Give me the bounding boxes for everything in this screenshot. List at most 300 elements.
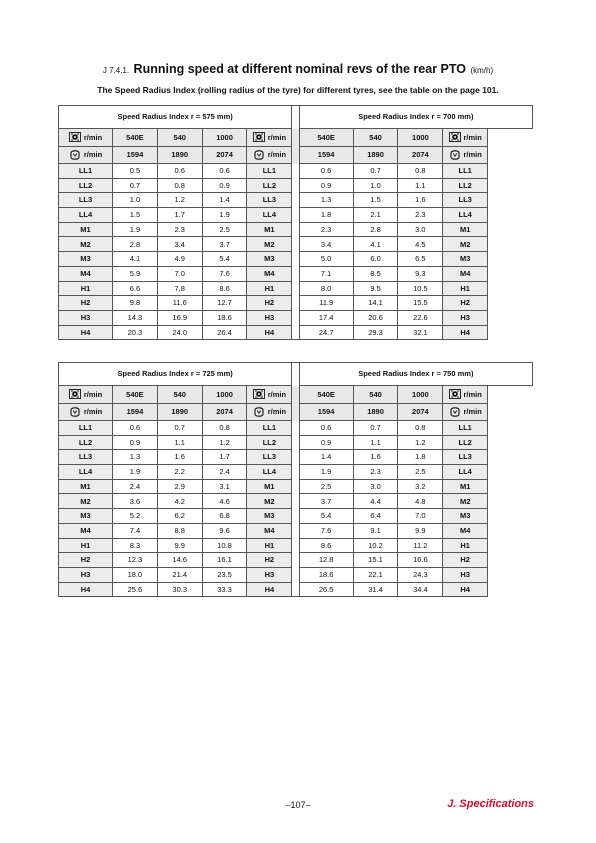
engine-row-label	[247, 146, 292, 164]
table-title-row	[59, 363, 533, 386]
speed-value: 0.5	[113, 164, 158, 179]
speed-value: 9.5	[353, 281, 398, 296]
speed-value: 1.6	[157, 450, 202, 465]
speed-value: 1.0	[353, 178, 398, 193]
table-row	[59, 553, 533, 568]
pto-shaft-icon	[69, 132, 81, 142]
gear-label: M2	[247, 494, 292, 509]
column-gap	[292, 450, 299, 465]
speed-value: 2.1	[353, 208, 398, 223]
speed-value: 7.6	[202, 266, 247, 281]
gear-label: M1	[247, 222, 292, 237]
gear-label: M2	[59, 237, 113, 252]
table-row	[59, 421, 533, 436]
column-gap	[292, 435, 299, 450]
speed-value: 22.6	[398, 310, 443, 325]
column-gap	[292, 164, 299, 179]
gear-label: LL4	[59, 465, 113, 480]
gear-label: M4	[247, 523, 292, 538]
pto-label-group	[253, 389, 286, 399]
table-row	[59, 208, 533, 223]
gear-label: H1	[443, 281, 488, 296]
gear-label: H4	[59, 582, 113, 597]
table-row	[59, 509, 533, 524]
speed-value: 8.8	[157, 523, 202, 538]
column-gap	[292, 363, 299, 386]
gear-label: H4	[247, 325, 292, 340]
pto-speed-header: 540	[157, 129, 202, 147]
gear-label: LL1	[247, 164, 292, 179]
pto-unit-text: r/min	[267, 132, 287, 142]
engine-speed-header: 2074	[202, 403, 247, 421]
pto-shaft-icon	[253, 389, 265, 399]
gear-label: H3	[247, 310, 292, 325]
table-title: Speed Radius Index r = 700 mm)	[299, 106, 532, 129]
engine-speed-header: 1594	[113, 403, 158, 421]
speed-value: 18.6	[202, 310, 247, 325]
engine-unit-text: r/min	[463, 407, 482, 416]
gear-label: M2	[247, 237, 292, 252]
pto-label-group	[449, 132, 482, 142]
speed-value: 15.5	[398, 296, 443, 311]
gear-label: M3	[59, 252, 113, 267]
gear-label: M3	[247, 252, 292, 267]
speed-value: 26.5	[299, 582, 353, 597]
speed-value: 26.4	[202, 325, 247, 340]
table-row	[59, 325, 533, 340]
speed-value: 7.0	[157, 266, 202, 281]
pto-speed-row	[59, 386, 533, 404]
gear-label: H1	[247, 281, 292, 296]
gear-label: H4	[59, 325, 113, 340]
engine-speed-header: 2074	[398, 146, 443, 164]
gear-label: LL3	[59, 450, 113, 465]
column-gap	[292, 266, 299, 281]
engine-speed-header: 1594	[299, 403, 353, 421]
gear-label: H2	[443, 296, 488, 311]
engine-unit-text: r/min	[267, 407, 287, 416]
gear-label: M1	[443, 222, 488, 237]
speed-value: 15.1	[353, 553, 398, 568]
speed-value: 6.5	[398, 252, 443, 267]
engine-label-group	[449, 407, 482, 417]
pto-speed-row	[59, 129, 533, 147]
pto-row-label	[247, 386, 292, 404]
gear-label: M4	[443, 523, 488, 538]
speed-value: 0.9	[299, 435, 353, 450]
speed-value: 1.8	[299, 208, 353, 223]
pto-speed-header: 540E	[113, 386, 158, 404]
gear-label: M3	[247, 509, 292, 524]
gear-label: LL1	[59, 164, 113, 179]
speed-value: 8.6	[299, 538, 353, 553]
speed-value: 3.4	[299, 237, 353, 252]
table-row	[59, 296, 533, 311]
speed-value: 1.2	[202, 435, 247, 450]
speed-value: 2.2	[157, 465, 202, 480]
column-gap	[292, 208, 299, 223]
speed-value: 4.5	[398, 237, 443, 252]
table-row	[59, 266, 533, 281]
pto-row-label	[443, 386, 488, 404]
speed-value: 0.9	[202, 178, 247, 193]
gear-label: H2	[443, 553, 488, 568]
pto-label-group	[449, 389, 482, 399]
column-gap	[292, 146, 299, 164]
table-row	[59, 237, 533, 252]
table-row	[59, 567, 533, 582]
speed-value: 17.4	[299, 310, 353, 325]
table-row	[59, 523, 533, 538]
column-gap	[292, 509, 299, 524]
speed-value: 2.3	[353, 465, 398, 480]
speed-value: 6.8	[202, 509, 247, 524]
gear-label: LL1	[59, 421, 113, 436]
speed-value: 30.3	[157, 582, 202, 597]
speed-value: 4.6	[202, 494, 247, 509]
speed-value: 1.9	[202, 208, 247, 223]
speed-value: 0.9	[113, 435, 158, 450]
speed-value: 8.0	[299, 281, 353, 296]
pto-row-label	[59, 129, 113, 147]
table-row	[59, 450, 533, 465]
gear-label: LL2	[443, 178, 488, 193]
speed-value: 3.0	[398, 222, 443, 237]
subtitle: The Speed Radius Index (rolling radius of the tyre) for different tyres, see the table on the page 101.	[97, 85, 499, 95]
engine-label-group	[69, 150, 102, 160]
speed-value: 3.4	[157, 237, 202, 252]
table-row	[59, 222, 533, 237]
gear-label: LL4	[443, 208, 488, 223]
pto-shaft-icon	[449, 132, 461, 142]
speed-value: 24.0	[157, 325, 202, 340]
engine-speed-header: 1594	[299, 146, 353, 164]
speed-value: 5.4	[202, 252, 247, 267]
gear-label: H3	[443, 567, 488, 582]
speed-value: 1.9	[299, 465, 353, 480]
speed-value: 2.5	[202, 222, 247, 237]
column-gap	[292, 193, 299, 208]
section-number: J 7.4.1.	[102, 66, 130, 75]
gear-label: H1	[443, 538, 488, 553]
speed-value: 1.4	[299, 450, 353, 465]
gear-label: M2	[443, 494, 488, 509]
speed-value: 1.5	[353, 193, 398, 208]
speed-value: 9.1	[353, 523, 398, 538]
gear-label: M3	[443, 509, 488, 524]
engine-row-label	[59, 403, 113, 421]
speed-value: 16.1	[202, 553, 247, 568]
engine-row-label	[443, 146, 488, 164]
engine-row-label	[443, 403, 488, 421]
speed-value: 7.0	[398, 509, 443, 524]
speed-value: 18.6	[299, 567, 353, 582]
table-row	[59, 281, 533, 296]
engine-unit-text: r/min	[463, 150, 482, 159]
engine-speed-header: 1594	[113, 146, 158, 164]
column-gap	[292, 567, 299, 582]
gear-label: M3	[443, 252, 488, 267]
engine-label-group	[253, 407, 286, 417]
speed-value: 18.0	[113, 567, 158, 582]
gear-label: M4	[59, 266, 113, 281]
engine-icon	[69, 407, 81, 417]
engine-unit-text: r/min	[83, 150, 103, 159]
speed-value: 7.1	[299, 266, 353, 281]
pto-speed-header: 540E	[299, 386, 353, 404]
speed-value: 6.4	[353, 509, 398, 524]
speed-value: 7.8	[157, 281, 202, 296]
gear-label: LL2	[59, 435, 113, 450]
gear-label: LL2	[443, 435, 488, 450]
column-gap	[292, 129, 299, 147]
pto-shaft-icon	[69, 389, 81, 399]
gear-label: H1	[59, 538, 113, 553]
engine-speed-header: 2074	[398, 403, 443, 421]
column-gap	[292, 403, 299, 421]
speed-value: 0.9	[299, 178, 353, 193]
engine-unit-text: r/min	[83, 407, 103, 416]
speed-value: 1.2	[157, 193, 202, 208]
speed-table-block-2	[58, 362, 533, 597]
speed-value: 8.3	[113, 538, 158, 553]
speed-value: 2.3	[398, 208, 443, 223]
table-row	[59, 494, 533, 509]
speed-value: 4.2	[157, 494, 202, 509]
speed-value: 1.1	[353, 435, 398, 450]
table-row	[59, 538, 533, 553]
engine-speed-header: 1890	[157, 146, 202, 164]
table-row	[59, 582, 533, 597]
gear-label: LL3	[443, 193, 488, 208]
speed-value: 0.6	[113, 421, 158, 436]
chapter-label: J. Specifications	[447, 798, 534, 810]
speed-value: 0.8	[398, 421, 443, 436]
speed-value: 23.5	[202, 567, 247, 582]
gear-label: LL1	[443, 421, 488, 436]
column-gap	[292, 494, 299, 509]
column-gap	[292, 281, 299, 296]
pto-speed-header: 540E	[113, 129, 158, 147]
gear-label: H2	[59, 296, 113, 311]
speed-value: 1.7	[157, 208, 202, 223]
speed-value: 7.6	[299, 523, 353, 538]
unit-label: (km/h)	[470, 66, 494, 75]
pto-unit-text: r/min	[83, 389, 103, 399]
column-gap	[292, 421, 299, 436]
speed-value: 3.7	[202, 237, 247, 252]
gear-label: M2	[443, 237, 488, 252]
column-gap	[292, 106, 299, 129]
page-title: Running speed at different nominal revs of the rear PTO	[133, 62, 467, 76]
gear-label: M4	[59, 523, 113, 538]
gear-label: LL4	[59, 208, 113, 223]
speed-value: 0.7	[157, 421, 202, 436]
speed-value: 11.2	[398, 538, 443, 553]
speed-value: 9.6	[202, 523, 247, 538]
column-gap	[292, 479, 299, 494]
pto-speed-header: 1000	[202, 129, 247, 147]
speed-value: 33.3	[202, 582, 247, 597]
speed-value: 10.5	[398, 281, 443, 296]
speed-value: 11.9	[299, 296, 353, 311]
table-row	[59, 252, 533, 267]
pto-speed-header: 1000	[398, 386, 443, 404]
gear-label: LL3	[59, 193, 113, 208]
speed-value: 2.8	[113, 237, 158, 252]
table-row	[59, 465, 533, 480]
gear-label: M1	[443, 479, 488, 494]
column-gap	[292, 325, 299, 340]
gear-label: LL2	[59, 178, 113, 193]
speed-value: 1.5	[113, 208, 158, 223]
gear-label: LL1	[247, 421, 292, 436]
gear-label: LL3	[443, 450, 488, 465]
speed-value: 22.1	[353, 567, 398, 582]
speed-value: 5.0	[299, 252, 353, 267]
speed-value: 0.7	[353, 421, 398, 436]
speed-value: 2.8	[353, 222, 398, 237]
speed-value: 1.1	[398, 178, 443, 193]
speed-value: 10.8	[202, 538, 247, 553]
column-gap	[292, 386, 299, 404]
table-row	[59, 310, 533, 325]
gear-label: H2	[247, 296, 292, 311]
speed-value: 2.4	[113, 479, 158, 494]
speed-value: 10.2	[353, 538, 398, 553]
speed-value: 14.1	[353, 296, 398, 311]
speed-value: 20.3	[113, 325, 158, 340]
gear-label: H4	[443, 325, 488, 340]
pto-speed-header: 540	[353, 386, 398, 404]
table-row	[59, 193, 533, 208]
gear-label: H3	[443, 310, 488, 325]
gear-label: H2	[247, 553, 292, 568]
engine-label-group	[253, 150, 286, 160]
gear-label: LL4	[247, 465, 292, 480]
pto-label-group	[69, 132, 102, 142]
column-gap	[292, 465, 299, 480]
speed-value: 3.7	[299, 494, 353, 509]
pto-speed-header: 1000	[202, 386, 247, 404]
speed-value: 1.2	[398, 435, 443, 450]
speed-value: 9.9	[398, 523, 443, 538]
speed-value: 4.4	[353, 494, 398, 509]
page-number: –107–	[285, 800, 311, 810]
speed-value: 12.8	[299, 553, 353, 568]
gear-label: M1	[59, 479, 113, 494]
column-gap	[292, 178, 299, 193]
speed-value: 4.1	[353, 237, 398, 252]
table-row	[59, 479, 533, 494]
column-gap	[292, 553, 299, 568]
speed-value: 2.5	[398, 465, 443, 480]
speed-value: 1.6	[353, 450, 398, 465]
speed-value: 0.7	[113, 178, 158, 193]
pto-speed-header: 540	[157, 386, 202, 404]
speed-value: 1.9	[113, 222, 158, 237]
speed-value: 3.0	[353, 479, 398, 494]
gear-label: LL4	[247, 208, 292, 223]
speed-value: 9.3	[398, 266, 443, 281]
speed-value: 9.9	[157, 538, 202, 553]
column-gap	[292, 582, 299, 597]
gear-label: H2	[59, 553, 113, 568]
engine-speed-header: 1890	[353, 403, 398, 421]
speed-value: 3.2	[398, 479, 443, 494]
column-gap	[292, 310, 299, 325]
pto-unit-text: r/min	[463, 132, 482, 142]
speed-value: 32.1	[398, 325, 443, 340]
gear-label: H3	[59, 310, 113, 325]
section-title	[0, 60, 596, 78]
column-gap	[292, 237, 299, 252]
speed-value: 0.8	[202, 421, 247, 436]
speed-value: 0.7	[353, 164, 398, 179]
speed-value: 24.7	[299, 325, 353, 340]
gear-label: H4	[443, 582, 488, 597]
pto-speed-header: 1000	[398, 129, 443, 147]
speed-value: 16.6	[398, 553, 443, 568]
speed-value: 4.9	[157, 252, 202, 267]
speed-value: 1.0	[113, 193, 158, 208]
speed-value: 31.4	[353, 582, 398, 597]
pto-row-label	[443, 129, 488, 147]
pto-label-group	[253, 132, 286, 142]
speed-value: 6.2	[157, 509, 202, 524]
gear-label: LL4	[443, 465, 488, 480]
speed-value: 0.6	[299, 421, 353, 436]
gear-label: M1	[59, 222, 113, 237]
gear-label: LL2	[247, 435, 292, 450]
pto-unit-text: r/min	[83, 132, 103, 142]
engine-speed-row	[59, 403, 533, 421]
gear-label: M3	[59, 509, 113, 524]
speed-value: 6.0	[353, 252, 398, 267]
pto-row-label	[247, 129, 292, 147]
gear-label: H1	[247, 538, 292, 553]
speed-value: 7.4	[113, 523, 158, 538]
speed-value: 1.3	[113, 450, 158, 465]
speed-value: 12.3	[113, 553, 158, 568]
table-title: Speed Radius Index r = 575 mm)	[59, 106, 292, 129]
pto-shaft-icon	[253, 132, 265, 142]
column-gap	[292, 296, 299, 311]
speed-value: 3.6	[113, 494, 158, 509]
speed-value: 12.7	[202, 296, 247, 311]
speed-value: 20.6	[353, 310, 398, 325]
speed-value: 34.4	[398, 582, 443, 597]
pto-unit-text: r/min	[463, 389, 482, 399]
gear-label: M4	[443, 266, 488, 281]
engine-unit-text: r/min	[267, 150, 287, 159]
engine-speed-header: 1890	[353, 146, 398, 164]
engine-icon	[69, 150, 81, 160]
speed-value: 2.5	[299, 479, 353, 494]
pto-speed-header: 540	[353, 129, 398, 147]
engine-speed-header: 2074	[202, 146, 247, 164]
pto-row-label	[59, 386, 113, 404]
speed-value: 4.1	[113, 252, 158, 267]
engine-speed-header: 1890	[157, 403, 202, 421]
engine-icon	[253, 150, 265, 160]
speed-value: 1.4	[202, 193, 247, 208]
speed-value: 2.3	[157, 222, 202, 237]
speed-value: 11.6	[157, 296, 202, 311]
gear-label: H3	[59, 567, 113, 582]
table-title: Speed Radius Index r = 750 mm)	[299, 363, 532, 386]
speed-value: 1.1	[157, 435, 202, 450]
